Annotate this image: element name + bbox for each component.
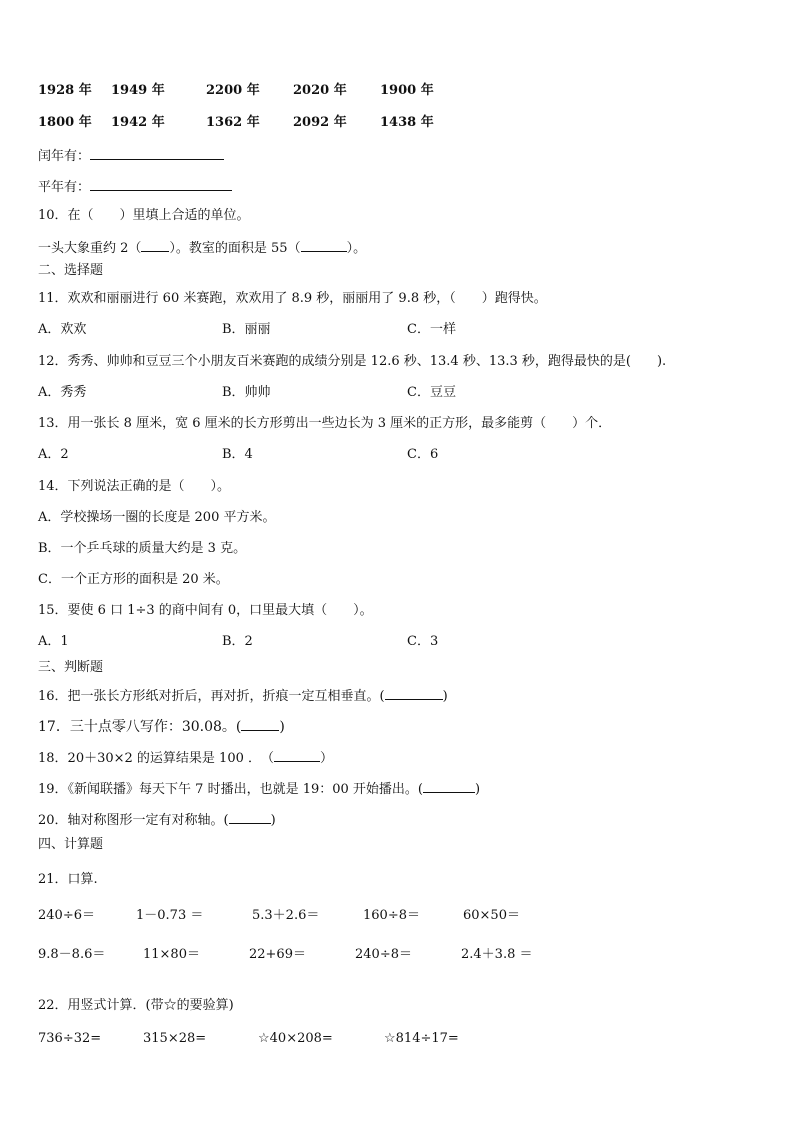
q13-option-b[interactable]: B．4 <box>222 447 253 462</box>
q20 <box>38 810 276 830</box>
mental-calc-item: 1－0.73 ＝ <box>136 908 204 923</box>
section-title: 四、计算题 <box>38 837 104 852</box>
q22-stem: 22．用竖式计算．(带☆的要验算) <box>38 998 234 1013</box>
q10-body <box>38 238 366 258</box>
year-item: 1942 年 <box>111 115 165 130</box>
q10-blank-1[interactable] <box>141 238 169 252</box>
q14-option-b[interactable]: B．一个乒乓球的质量大约是 3 克。 <box>38 541 247 556</box>
q16-text: 16．把一张长方形纸对折后，再对折，折痕一定互相垂直。( <box>38 689 385 704</box>
q10-part2: ）。教室的面积是 55（ <box>169 241 301 256</box>
q15-option-b[interactable]: B．2 <box>222 634 253 649</box>
q17 <box>38 717 285 736</box>
q21-stem: 21．口算. <box>38 872 98 887</box>
leap-year-label: 闰年有： <box>38 149 91 164</box>
q11-option-b[interactable]: B．丽丽 <box>222 322 271 337</box>
mental-calc-item: 240÷8＝ <box>355 947 412 962</box>
common-year-line <box>38 177 232 197</box>
year-item: 2092 年 <box>293 115 347 130</box>
q16-blank[interactable] <box>385 686 443 700</box>
year-item: 1900 年 <box>380 83 434 98</box>
q12-stem: 12．秀秀、帅帅和豆豆三个小朋友百米赛跑的成绩分别是 12.6 秒、13.4 秒、13.3 秒，跑得最快的是( ). <box>38 354 667 369</box>
mental-calc-item: 11×80＝ <box>143 947 200 962</box>
q16-end: ) <box>442 689 448 704</box>
q20-blank[interactable] <box>229 810 271 824</box>
year-item: 1800 年 <box>38 115 92 130</box>
q10-blank-2[interactable] <box>301 238 347 252</box>
q10-part1: 一头大象重约 2（ <box>38 241 142 256</box>
q11-option-a[interactable]: A．欢欢 <box>38 322 87 337</box>
q15-option-a[interactable]: A．1 <box>38 634 69 649</box>
q15-stem: 15．要使 6 口 1÷3 的商中间有 0，口里最大填（ ）。 <box>38 603 373 618</box>
q11-option-c[interactable]: C．一样 <box>407 322 456 337</box>
written-calc-item: ☆40×208= <box>258 1031 333 1046</box>
written-calc-item: ☆814÷17= <box>384 1031 459 1046</box>
mental-calc-item: 240÷6＝ <box>38 908 95 923</box>
mental-calc-item: 2.4＋3.8 ＝ <box>461 947 533 962</box>
common-year-blank[interactable] <box>90 177 232 191</box>
q11-stem: 11．欢欢和丽丽进行 60 米赛跑，欢欢用了 8.9 秒，丽丽用了 9.8 秒，（ ）跑得快。 <box>38 291 547 306</box>
q19 <box>38 779 480 799</box>
common-year-label: 平年有： <box>38 180 91 195</box>
q19-blank[interactable] <box>423 779 475 793</box>
mental-calc-item: 9.8－8.6＝ <box>38 947 106 962</box>
written-calc-item: 315×28= <box>143 1031 207 1046</box>
q13-stem: 13．用一张长 8 厘米，宽 6 厘米的长方形剪出一些边长为 3 厘米的正方形，最多能剪（ ）个． <box>38 416 612 431</box>
q17-blank[interactable] <box>241 717 279 731</box>
year-item: 2020 年 <box>293 83 347 98</box>
q18 <box>38 748 333 768</box>
year-item: 1362 年 <box>206 115 260 130</box>
q17-text: 17．三十点零八写作：30.08。( <box>38 719 242 735</box>
mental-calc-item: 60×50＝ <box>463 908 520 923</box>
q12-option-c[interactable]: C．豆豆 <box>407 385 456 400</box>
q12-option-a[interactable]: A．秀秀 <box>38 385 87 400</box>
q10-stem: 10．在（ ）里填上合适的单位。 <box>38 208 250 223</box>
q19-end: ) <box>475 782 481 797</box>
leap-year-line <box>38 146 224 166</box>
q14-option-a[interactable]: A．学校操场一圈的长度是 200 平方米。 <box>38 510 276 525</box>
q14-option-c[interactable]: C．一个正方形的面积是 20 米。 <box>38 572 229 587</box>
q16 <box>38 686 448 706</box>
year-item: 1438 年 <box>380 115 434 130</box>
mental-calc-item: 5.3＋2.6＝ <box>252 908 320 923</box>
year-item: 2200 年 <box>206 83 260 98</box>
q10-part3: ）。 <box>346 241 367 256</box>
mental-calc-item: 160÷8＝ <box>363 908 420 923</box>
q17-end: ) <box>279 719 285 735</box>
year-item: 1928 年 <box>38 83 92 98</box>
q15-option-c[interactable]: C．3 <box>407 634 439 649</box>
q12-option-b[interactable]: B．帅帅 <box>222 385 271 400</box>
q18-blank[interactable] <box>274 748 320 762</box>
q20-end: ) <box>270 813 276 828</box>
q18-end: ） <box>320 751 334 766</box>
section-title: 三、判断题 <box>38 660 104 675</box>
q20-text: 20．轴对称图形一定有对称轴。( <box>38 813 229 828</box>
q14-stem: 14．下列说法正确的是（ ）。 <box>38 479 231 494</box>
year-item: 1949 年 <box>111 83 165 98</box>
q18-text: 18．20＋30×2 的运算结果是 100 ． （ <box>38 751 274 766</box>
q19-text: 19．《新闻联播》每天下午 7 时播出，也就是 19：00 开始播出。( <box>38 782 423 797</box>
q13-option-a[interactable]: A．2 <box>38 447 69 462</box>
written-calc-item: 736÷32= <box>38 1031 102 1046</box>
leap-year-blank[interactable] <box>90 146 224 160</box>
section-title: 二、选择题 <box>38 263 104 278</box>
q13-option-c[interactable]: C．6 <box>407 447 439 462</box>
mental-calc-item: 22+69＝ <box>249 947 306 962</box>
